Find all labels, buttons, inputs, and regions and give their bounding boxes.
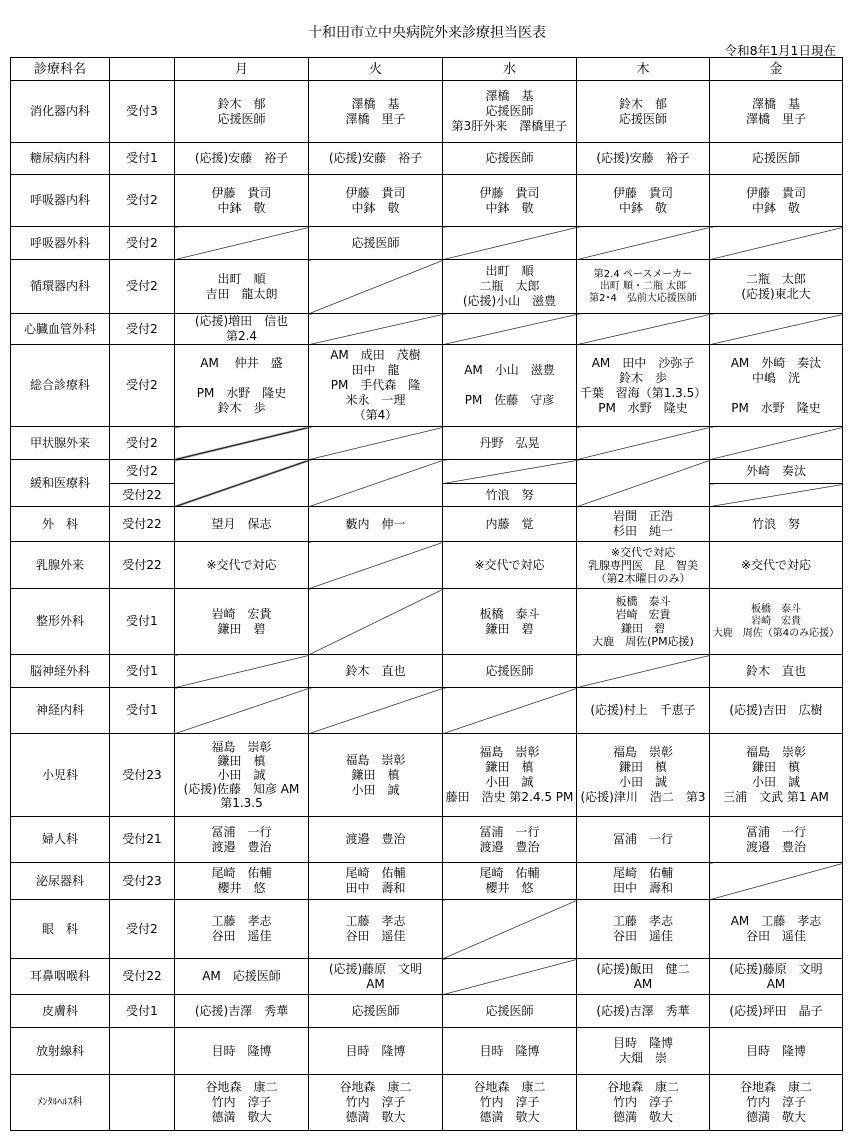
department-name: 皮膚科 [11, 995, 110, 1028]
reception-counter [110, 1028, 175, 1075]
cell-mon-empty [175, 227, 309, 260]
cell-wed: 谷地森 康二 竹内 淳子 德満 敬大 [443, 1075, 577, 1131]
department-name: 消化器内科 [11, 81, 110, 143]
cell-fri: AM 外崎 奏汰 中嶋 洸 PM 水野 隆史 [710, 345, 843, 427]
cell-mon: 鈴木 郁 応援医師 [175, 81, 309, 143]
cell-tue-empty [309, 542, 443, 589]
cell-thu-empty [577, 314, 710, 345]
cell-wed: AM 小山 滋豊 PM 佐藤 守彦 [443, 345, 577, 427]
header-wed: 水 [443, 58, 577, 81]
reception-counter: 受付22 [110, 507, 175, 542]
table-row [11, 542, 843, 589]
header-department: 診療科名 [11, 58, 110, 81]
table-row [11, 260, 843, 314]
reception-counter-2: 受付22 [110, 484, 175, 507]
cell-mon: ※交代で対応 [175, 542, 309, 589]
cell-fri: 応援医師 [710, 143, 843, 175]
reception-counter: 受付1 [110, 143, 175, 175]
department-name: 眼 科 [11, 900, 110, 959]
cell-tue: 目時 隆博 [309, 1028, 443, 1075]
cell-wed-empty [443, 460, 577, 484]
cell-thu: (応援)安藤 裕子 [577, 143, 710, 175]
cell-wed [443, 81, 577, 143]
reception-counter: 受付1 [110, 589, 175, 655]
cell-fri: 冨浦 一行 渡邉 豊治 [710, 817, 843, 863]
table-row [11, 688, 843, 734]
reception-counter: 受付1 [110, 655, 175, 688]
cell-thu: 尾崎 佑輔 田中 壽和 [577, 863, 710, 900]
cell-mon: 目時 隆博 [175, 1028, 309, 1075]
cell-mon: (応援)増田 信也 第2.4 [175, 314, 309, 345]
cell-tue: 渡邉 豊治 [309, 817, 443, 863]
reception-counter: 受付3 [110, 81, 175, 143]
schedule-table [10, 57, 843, 1131]
cell-tue: 応援医師 [309, 995, 443, 1028]
reception-counter: 受付2 [110, 314, 175, 345]
cell-fri-empty [710, 863, 843, 900]
cell-tue: 伊藤 貴司 中鉢 敬 [309, 175, 443, 227]
table-row [11, 314, 843, 345]
cell-fri-empty [710, 484, 843, 507]
cell-tue: 工藤 孝志 谷田 遥佳 [309, 900, 443, 959]
reception-counter: 受付2 [110, 427, 175, 460]
cell-fri: 福島 崇彰 鎌田 槙 小田 誠 三浦 文武 第1 AM [710, 734, 843, 817]
cell-fri: 板橋 泰斗 岩崎 宏貴 大鹿 周佐（第4のみ応援） [710, 589, 843, 655]
cell-fri-empty [710, 227, 843, 260]
cell-wed: 冨浦 一行 渡邉 豊治 [443, 817, 577, 863]
cell-tue-empty [309, 589, 443, 655]
cell-thu-empty [577, 427, 710, 460]
cell-wed-empty [443, 959, 577, 995]
cell-thu-empty [577, 227, 710, 260]
department-name: 呼吸器外科 [11, 227, 110, 260]
cell-thu: AM 田中 沙弥子 鈴木 歩 千葉 習海（第1.3.5） PM 水野 隆史 [577, 345, 710, 427]
cell-wed: 応援医師 [443, 995, 577, 1028]
cell-tue: 応援医師 [309, 227, 443, 260]
department-name: 甲状腺外来 [11, 427, 110, 460]
department-name: 放射線科 [11, 1028, 110, 1075]
reception-counter: 受付2 [110, 900, 175, 959]
cell-mon: AM 仲井 盛 PM 水野 隆史 鈴木 歩 [175, 345, 309, 427]
header-thu: 木 [577, 58, 710, 81]
cell-mon-empty [175, 655, 309, 688]
department-name: 泌尿器科 [11, 863, 110, 900]
cell-thu: ※交代で対応 乳腺専門医 昆 智美 （第2木曜日のみ） [577, 542, 710, 589]
reception-counter: 受付2 [110, 345, 175, 427]
cell-wed-empty [443, 688, 577, 734]
department-name: 脳神経外科 [11, 655, 110, 688]
cell-thu: 工藤 孝志 谷田 遥佳 [577, 900, 710, 959]
department-name: 小児科 [11, 734, 110, 817]
cell-thu-empty [577, 460, 710, 507]
cell-fri-empty [710, 314, 843, 345]
reception-counter: 受付1 [110, 688, 175, 734]
table-row [11, 900, 843, 959]
cell-thu: (応援)村上 千恵子 [577, 688, 710, 734]
cell-thu: 伊藤 貴司 中鉢 敬 [577, 175, 710, 227]
cell-wed: ※交代で対応 [443, 542, 577, 589]
cell-wed: 内藤 覚 [443, 507, 577, 542]
department-name: 糖尿病内科 [11, 143, 110, 175]
table-row [11, 427, 843, 460]
cell-thu: (応援)飯田 健二 AM [577, 959, 710, 995]
cell-mon: AM 応援医師 [175, 959, 309, 995]
cell-fri: 鈴木 直也 [710, 655, 843, 688]
table-row [11, 143, 843, 175]
table-row [11, 734, 843, 817]
cell-mon-empty [175, 460, 309, 507]
cell-fri: 外崎 奏汰 [710, 460, 843, 484]
table-row [11, 227, 843, 260]
cell-wed: 福島 崇彰 鎌田 槙 小田 誠 藤田 浩史 第2.4.5 PM [443, 734, 577, 817]
department-name: 耳鼻咽喉科 [11, 959, 110, 995]
cell-thu-empty [577, 655, 710, 688]
cell-tue: (応援)安藤 裕子 [309, 143, 443, 175]
cell-mon-empty [175, 427, 309, 460]
cell-mon: 伊藤 貴司 中鉢 敬 [175, 175, 309, 227]
header-tue: 火 [309, 58, 443, 81]
cell-wed: 目時 隆博 [443, 1028, 577, 1075]
cell-thu: 鈴木 郁 応援医師 [577, 81, 710, 143]
cell-fri: 谷地森 康二 竹内 淳子 德満 敬大 [710, 1075, 843, 1131]
cell-fri: 竹浪 努 [710, 507, 843, 542]
table-row [11, 81, 843, 143]
cell-tue-empty [309, 688, 443, 734]
cell-tue: 谷地森 康二 竹内 淳子 德満 敬大 [309, 1075, 443, 1131]
cell-wed-text: 澤橋 基 応援医師 第3肝外来 澤橋里子 [451, 89, 568, 133]
cell-mon: 尾崎 佑輔 櫻井 悠 [175, 863, 309, 900]
reception-counter [110, 1075, 175, 1131]
department-name: ﾒﾝﾀﾙﾍﾙｽ科 [11, 1075, 110, 1131]
cell-thu: (応援)吉澤 秀華 [577, 995, 710, 1028]
table-row [11, 1028, 843, 1075]
reception-counter: 受付2 [110, 227, 175, 260]
cell-mon: 出町 順 吉田 龍太朗 [175, 260, 309, 314]
cell-fri: 澤橋 基 澤橋 里子 [710, 81, 843, 143]
cell-tue: 藪内 伸一 [309, 507, 443, 542]
reception-counter: 受付1 [110, 995, 175, 1028]
department-name: 循環器内科 [11, 260, 110, 314]
header-mon: 月 [175, 58, 309, 81]
table-row [11, 817, 843, 863]
cell-thu: 目時 隆博 大畑 崇 [577, 1028, 710, 1075]
department-name: 婦人科 [11, 817, 110, 863]
table-row [11, 863, 843, 900]
cell-mon: (応援)安藤 裕子 [175, 143, 309, 175]
cell-tue: (応援)藤原 文明 AM [309, 959, 443, 995]
cell-thu: 板橋 泰斗 岩崎 宏貴 鎌田 碧 大鹿 周佐(PM応援) [577, 589, 710, 655]
cell-thu: 谷地森 康二 竹内 淳子 德満 敬大 [577, 1075, 710, 1131]
cell-mon: 望月 保志 [175, 507, 309, 542]
department-name: 神経内科 [11, 688, 110, 734]
cell-fri: (応援)吉田 広樹 [710, 688, 843, 734]
cell-wed: 応援医師 [443, 143, 577, 175]
reception-counter: 受付21 [110, 817, 175, 863]
table-row [11, 460, 843, 484]
header-row [11, 58, 843, 81]
cell-wed: 板橋 泰斗 鎌田 碧 [443, 589, 577, 655]
reception-counter: 受付23 [110, 734, 175, 817]
reception-counter: 受付22 [110, 542, 175, 589]
cell-mon-empty [175, 688, 309, 734]
table-row [11, 655, 843, 688]
department-name: 呼吸器内科 [11, 175, 110, 227]
department-name: 乳腺外来 [11, 542, 110, 589]
cell-thu: 冨浦 一行 [577, 817, 710, 863]
department-name: 総合診療科 [11, 345, 110, 427]
cell-tue: 鈴木 直也 [309, 655, 443, 688]
header-reception [110, 58, 175, 81]
reception-counter: 受付2 [110, 460, 175, 484]
cell-fri: 二瓶 太郎 (応援)東北大 [710, 260, 843, 314]
cell-tue: 澤橋 基 澤橋 里子 [309, 81, 443, 143]
cell-fri: 目時 隆博 [710, 1028, 843, 1075]
cell-wed: 丹野 弘晃 [443, 427, 577, 460]
cell-tue-empty [309, 314, 443, 345]
cell-wed-empty [443, 227, 577, 260]
page-title: 十和田市立中央病院外来診療担当医表 [308, 25, 546, 41]
cell-wed-empty [443, 314, 577, 345]
cell-mon: 谷地森 康二 竹内 淳子 德満 敬大 [175, 1075, 309, 1131]
table-row [11, 175, 843, 227]
cell-tue-empty [309, 460, 443, 507]
cell-wed: 応援医師 [443, 655, 577, 688]
as-of-date: 令和8年1月1日現在 [724, 43, 836, 58]
cell-wed: 出町 順 二瓶 太郎 (応援)小山 滋豊 [443, 260, 577, 314]
reception-counter: 受付2 [110, 175, 175, 227]
cell-wed-empty [443, 900, 577, 959]
header-fri: 金 [710, 58, 843, 81]
department-name: 心臓血管外科 [11, 314, 110, 345]
department-name: 整形外科 [11, 589, 110, 655]
cell-tue: AM 成田 茂樹 田中 龍 PM 手代森 隆 米永 一理 （第4） [309, 345, 443, 427]
cell-mon: 冨浦 一行 渡邉 豊治 [175, 817, 309, 863]
cell-tue-empty [309, 260, 443, 314]
table-row [11, 345, 843, 427]
cell-fri: AM 工藤 孝志 谷田 遥佳 [710, 900, 843, 959]
reception-counter: 受付23 [110, 863, 175, 900]
table-row [11, 589, 843, 655]
cell-wed: 尾崎 佑輔 櫻井 悠 [443, 863, 577, 900]
department-name: 緩和医療科 [11, 460, 110, 507]
cell-mon: 岩崎 宏貴 鎌田 碧 [175, 589, 309, 655]
cell-fri: (応援)藤原 文明 AM [710, 959, 843, 995]
cell-fri: 伊藤 貴司 中鉢 敬 [710, 175, 843, 227]
table-row [11, 959, 843, 995]
department-name: 外 科 [11, 507, 110, 542]
cell-thu: 岩間 正浩 杉田 純一 [577, 507, 710, 542]
cell-thu: 第2.4 ペースメーカー 出町 順・二瓶 太郎 第2･4 弘前大応援医師 [577, 260, 710, 314]
reception-counter: 受付2 [110, 260, 175, 314]
cell-mon: 工藤 孝志 谷田 遥佳 [175, 900, 309, 959]
cell-mon: 福島 崇彰 鎌田 槙 小田 誠 (応援)佐藤 知彦 AM 第1.3.5 [175, 734, 309, 817]
table-row [11, 995, 843, 1028]
table-row [11, 1075, 843, 1131]
cell-mon: (応援)吉澤 秀華 [175, 995, 309, 1028]
cell-fri-empty [710, 427, 843, 460]
cell-tue: 尾崎 佑輔 田中 壽和 [309, 863, 443, 900]
cell-wed: 伊藤 貴司 中鉢 敬 [443, 175, 577, 227]
table-row [11, 507, 843, 542]
cell-tue: 福島 崇彰 鎌田 槙 小田 誠 [309, 734, 443, 817]
cell-fri: (応援)坪田 晶子 [710, 995, 843, 1028]
cell-fri: ※交代で対応 [710, 542, 843, 589]
cell-tue-empty [309, 427, 443, 460]
cell-thu: 福島 崇彰 鎌田 槙 小田 誠 (応援)津川 浩二 第3 [577, 734, 710, 817]
reception-counter: 受付22 [110, 959, 175, 995]
cell-wed: 竹浪 努 [443, 484, 577, 507]
